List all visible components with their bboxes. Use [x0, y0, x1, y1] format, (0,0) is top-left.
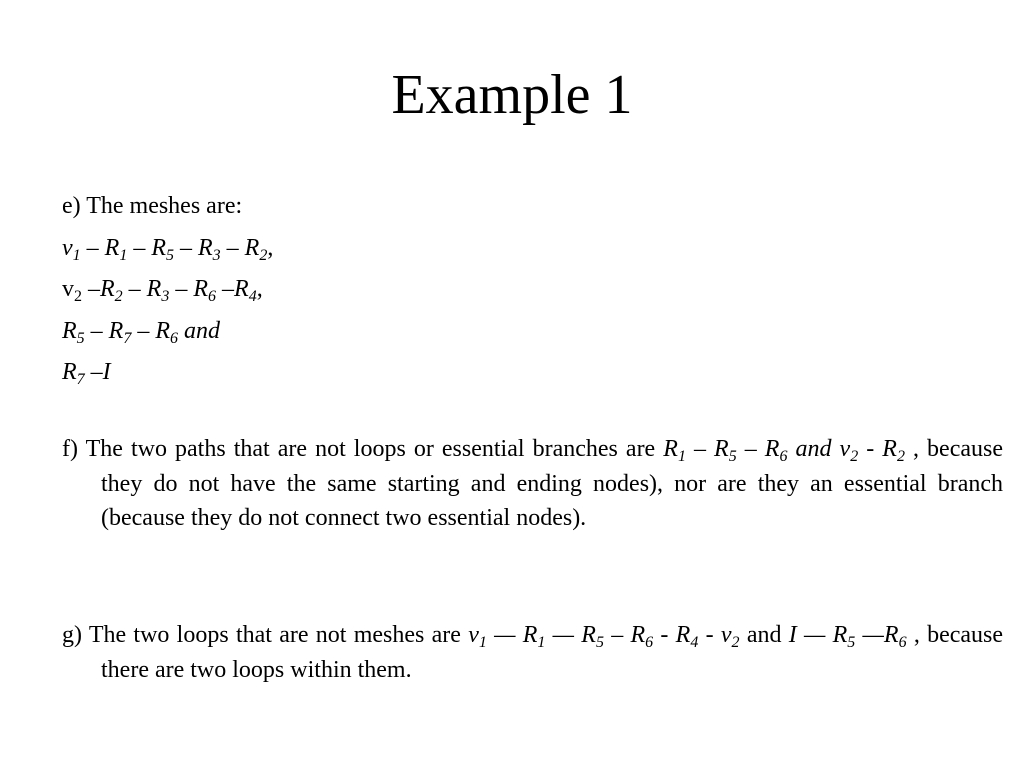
meshes-intro: e) The meshes are: — [62, 193, 243, 219]
mesh-line-1: $v_1 - R_1 - R_5 - R_3 - R_2$, — [62, 234, 274, 264]
paragraph-g: g) The two loops that are not meshes are $v_1$ — $R_1$ — $R_5 - R_6 - R_4 - v_2$ and I — $R_5$ $—R_6$ , because there are two loops within them. — [62, 622, 1004, 683]
mesh-line-2: $v_2$ $-R_2 - R_3 - R_6$ $-R_4$, — [62, 276, 263, 305]
meshes-list — [62, 186, 273, 394]
paragraph-f: f) The two paths that are not loops or essential branches are $R_1 - R_5 - R_6$ and $v_2 - R_2$ , because they do not have the same starting and ending nodes), nor are they an essential branch (because they do not connect two essential nodes). — [62, 436, 1004, 531]
slide-title: Example 1 — [391, 64, 633, 126]
mesh-line-4: $R_7$ –I — [62, 359, 111, 388]
mesh-line-3: $R_5 - R_7 - R_6$ and — [62, 317, 221, 347]
